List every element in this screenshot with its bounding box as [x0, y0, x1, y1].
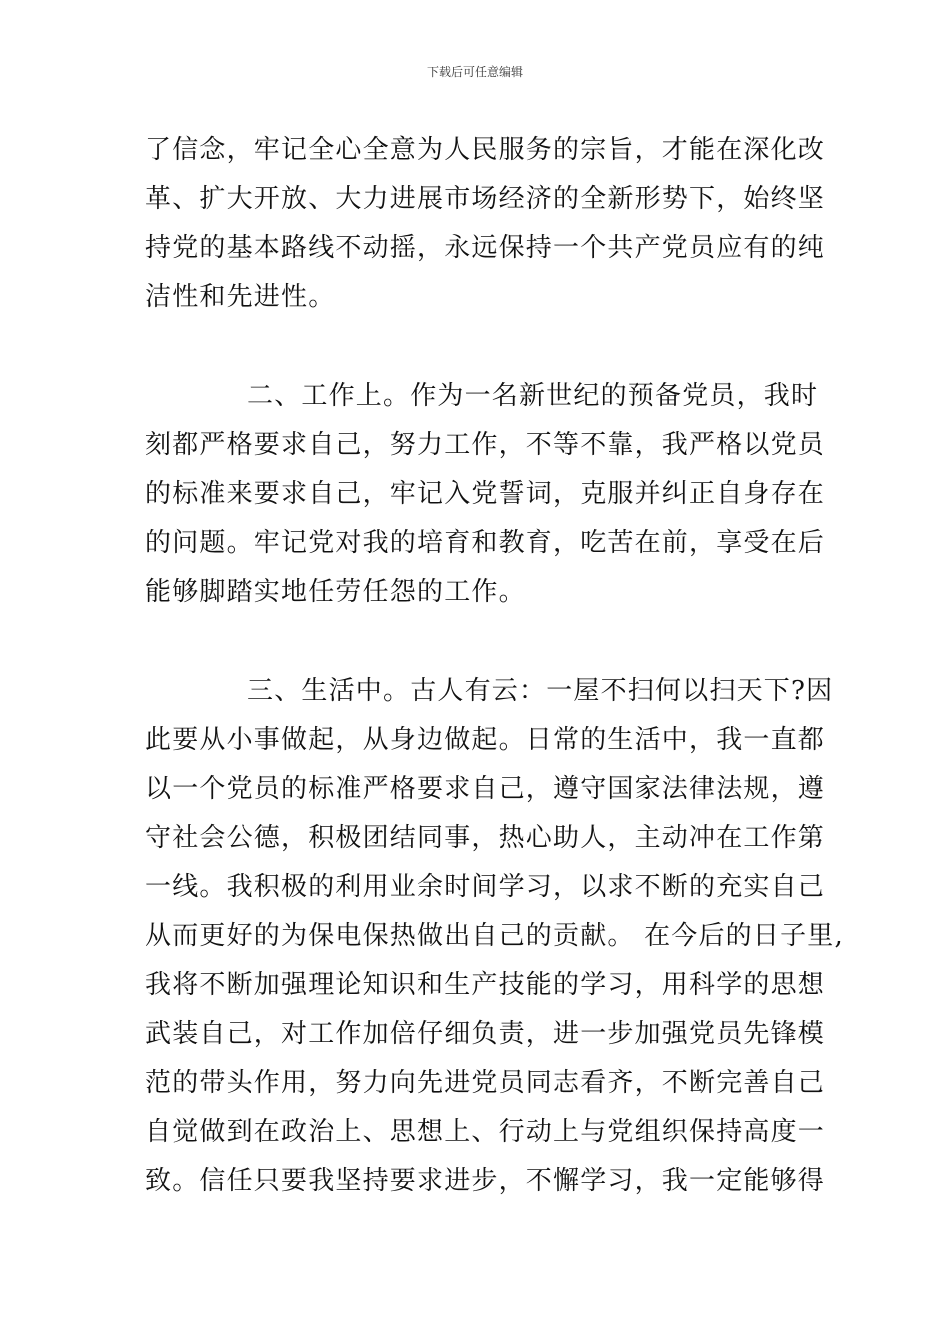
- text-line: 武装自己，对工作加倍仔细负责，进一步加强党员先锋模: [145, 1019, 826, 1049]
- text-line: 致。信任只要我坚持要求进步，不懈学习，我一定能够得: [145, 1166, 826, 1196]
- text-line: 的标准来要求自己，牢记入党誓词，克服并纠正自身存在: [145, 479, 826, 509]
- text-line: 的问题。牢记党对我的培育和教育，吃苦在前，享受在后: [145, 528, 826, 558]
- text-line: 刻都严格要求自己，努力工作，不等不靠，我严格以党员: [145, 430, 826, 460]
- text-line: 此要从小事做起，从身边做起。日常的生活中，我一直都: [145, 725, 826, 755]
- page-header: 下载后可任意编辑: [426, 65, 523, 79]
- text-line: 范的带头作用，努力向先进党员同志看齐，不断完善自己: [145, 1068, 826, 1098]
- text-line: 守社会公德，积极团结同事，热心助人，主动冲在工作第: [145, 823, 826, 853]
- text-line: 洁性和先进性。: [145, 282, 336, 312]
- text-line: 了信念，牢记全心全意为人民服务的宗旨，才能在深化改: [145, 135, 826, 165]
- text-line: 自觉做到在政治上、思想上、行动上与党组织保持高度一: [145, 1117, 826, 1147]
- text-line: 持党的基本路线不动摇，永远保持一个共产党员应有的纯: [145, 233, 826, 263]
- text-line: 我将不断加强理论知识和生产技能的学习，用科学的思想: [145, 970, 826, 1000]
- text-line: 三、生活中。古人有云：一屋不扫何以扫天下?因: [247, 676, 834, 706]
- text-line: 以一个党员的标准严格要求自己，遵守国家法律法规，遵: [145, 774, 826, 804]
- text-line: 革、扩大开放、大力进展市场经济的全新形势下，始终坚: [145, 184, 826, 214]
- text-line: 一线。我积极的利用业余时间学习，以求不断的充实自己: [145, 872, 826, 902]
- text-line: 从而更好的为保电保热做出自己的贡献。 在今后的日子里,: [145, 921, 844, 951]
- text-line: 能够脚踏实地任劳任怨的工作。: [145, 577, 526, 607]
- text-line: 二、工作上。作为一名新世纪的预备党员，我时: [247, 381, 819, 411]
